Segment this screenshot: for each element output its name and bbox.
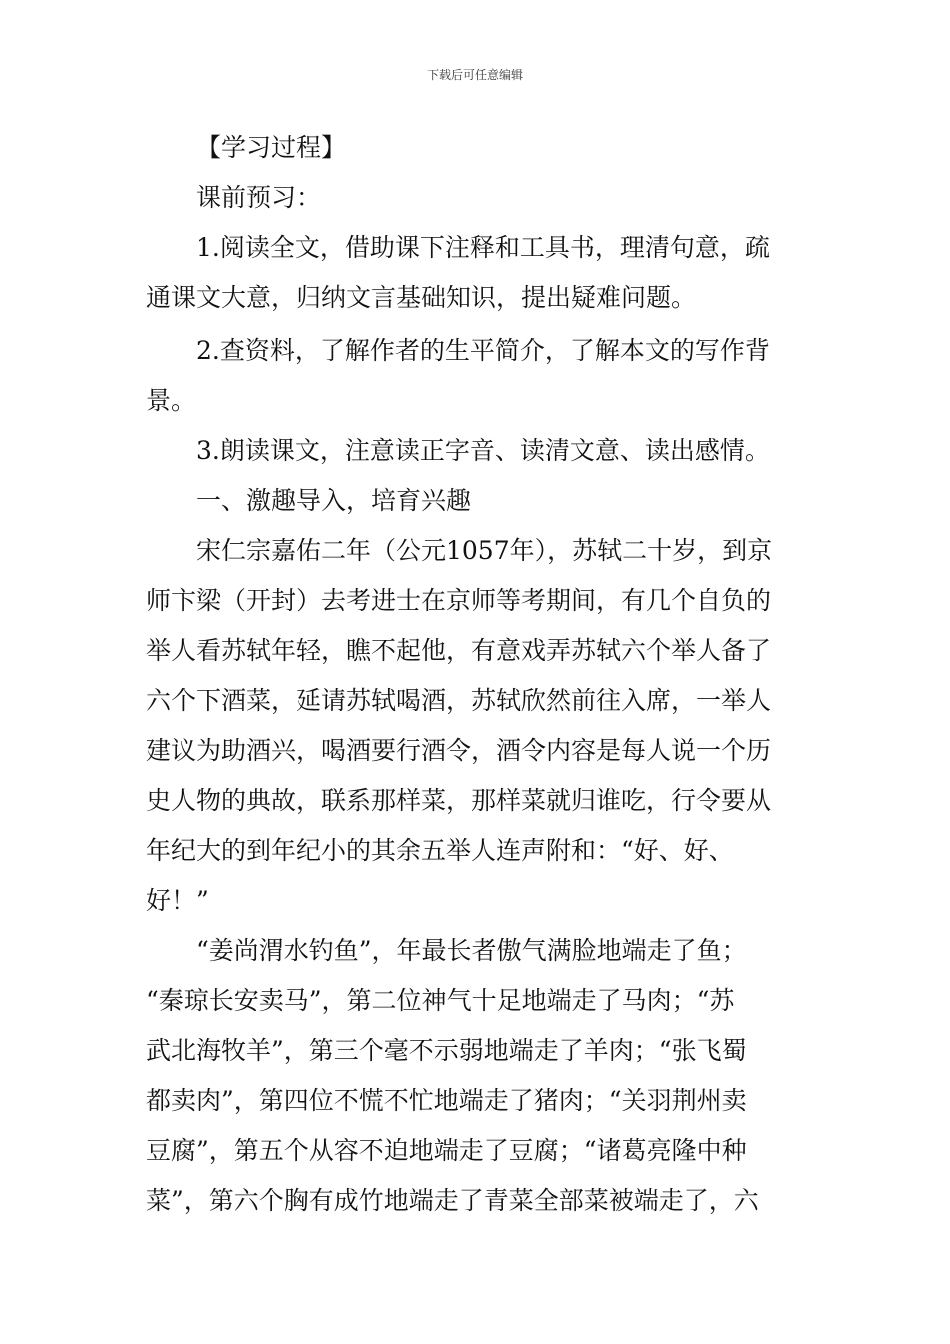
paragraph-line: 武北海牧羊”，第三个毫不示弱地端走了羊肉；“张飞蜀 [146,1036,747,1065]
paragraph-line: 课前预习： [196,183,322,212]
paragraph-line: 景。 [146,386,197,415]
paragraph-line: 举人看苏轼年轻，瞧不起他，有意戏弄苏轼六个举人备了 [146,636,772,665]
paragraph-line: “姜尚渭水钓鱼”，年最长者傲气满脸地端走了鱼； [196,936,747,965]
paragraph-line: 年纪大的到年纪小的其余五举人连声附和：“好、好、 [146,836,734,865]
paragraph-line: 都卖肉”，第四位不慌不忙地端走了猪肉；“关羽荆州卖 [146,1086,747,1115]
paragraph-line: 通课文大意，归纳文言基础知识，提出疑难问题。 [146,283,697,312]
section-heading-learning-process: 【学习过程】 [196,133,347,162]
paragraph-line: 菜”，第六个胸有成竹地端走了青菜全部菜被端走了，六 [146,1186,759,1215]
paragraph-line: 1.阅读全文，借助课下注释和工具书，理清句意，疏 [196,233,770,262]
paragraph-line: 宋仁宗嘉佑二年（公元1057年），苏轼二十岁，到京 [196,536,773,565]
paragraph-line: 好！” [146,886,209,915]
paragraph-line: 六个下酒菜，延请苏轼喝酒，苏轼欣然前往入席，一举人 [146,686,772,715]
paragraph-line: “秦琼长安卖马”，第二位神气十足地端走了马肉；“苏 [146,986,735,1015]
paragraph-line: 建议为助酒兴，喝酒要行酒令，酒令内容是每人说一个历 [146,736,772,765]
page-header: 下载后可任意编辑 [426,68,523,82]
section-heading-intro: 一、激趣导入，培育兴趣 [196,486,472,515]
paragraph-line: 师卞梁（开封）去考进士在京师等考期间，有几个自负的 [146,586,772,615]
paragraph-line: 史人物的典故，联系那样菜，那样菜就归谁吃，行令要从 [146,786,772,815]
paragraph-line: 3.朗读课文，注意读正字音、读清文意、读出感情。 [196,436,770,465]
paragraph-line: 2.查资料，了解作者的生平简介，了解本文的写作背 [196,336,770,365]
paragraph-line: 豆腐”，第五个从容不迫地端走了豆腐；“诸葛亮隆中种 [146,1136,747,1165]
